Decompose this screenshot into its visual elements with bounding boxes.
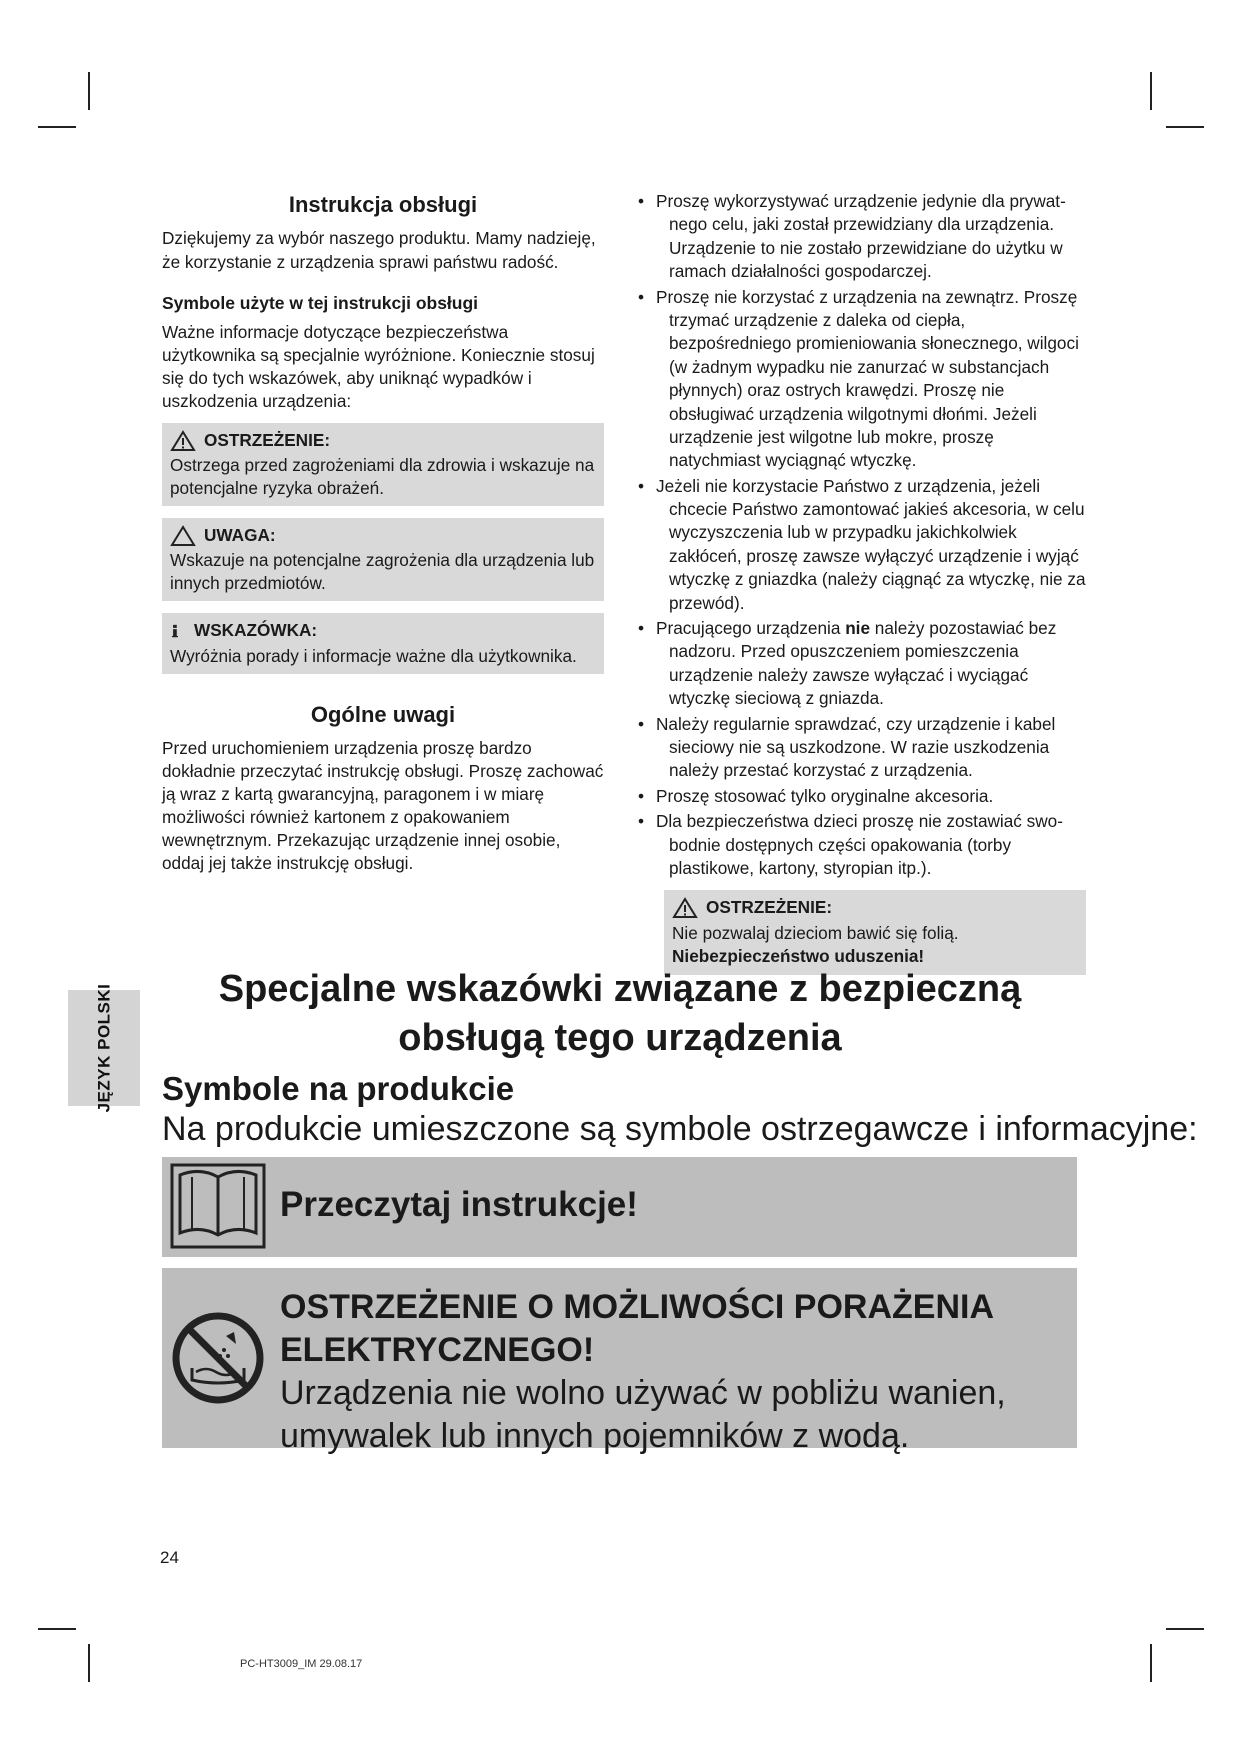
- list-item-rest: trzymać urządzenie z daleka od ciepła, bezpośredniego promieniowania słonecznego, wilgoci (w żadnym wypadku nie zanurzać w substancjach płynnych) oraz ostrych krawędzi. Proszę nie obsługiwać urządzenia wilgotnymi dłońmi. Jeżeli urządzenie jest wilgotne lub mokre, proszę natychmiast wyciągnąć wtyczkę.: [669, 309, 1079, 471]
- caution-box: [162, 518, 604, 601]
- list-item: [638, 785, 1086, 808]
- list-item: [638, 810, 1086, 880]
- bullet: •: [638, 713, 645, 734]
- list-item-line: [656, 617, 1086, 640]
- product-symbols-title: Symbole na produkcie: [162, 1070, 515, 1107]
- note-box-title: WSKAZÓWKA:: [194, 620, 318, 641]
- special-title-line: Specjalne wskazówki związane z bezpieczną: [218, 968, 1022, 1010]
- symbols-heading: Symbole użyte w tej instrukcji obsługi: [162, 292, 479, 313]
- info-icon: [170, 620, 186, 642]
- caution-box-title: UWAGA:: [204, 525, 276, 546]
- special-instructions-title: [162, 965, 1078, 1064]
- bullet: •: [638, 618, 645, 639]
- list-item-text: Pracującego urządzenia: [656, 618, 846, 639]
- right-column: [638, 190, 1086, 987]
- no-water-icon: [170, 1310, 266, 1406]
- child-warning-title: OSTRZEŻENIE:: [706, 897, 833, 918]
- left-column: [162, 190, 604, 885]
- list-item-rest: nego celu, jaki został przewidziany dla urządzenia. Urządzenie to nie zostało przewidziane do użytku w ramach działalności gospodarczej.: [669, 214, 1063, 282]
- language-tab-label: JĘZYK POLSKI: [94, 983, 113, 1113]
- list-item-line: Proszę wykorzystywać urządzenie jedynie dla prywat-: [656, 191, 1066, 211]
- warning-box: [162, 423, 604, 506]
- warning-triangle-icon: [170, 430, 196, 452]
- caution-box-text: Wskazuje na potencjalne zagrożenia dla urządzenia lub innych przedmiotów.: [170, 550, 595, 594]
- child-warning-emphasis: Niebezpieczeństwo uduszenia!: [672, 946, 925, 967]
- crop-mark: [88, 72, 90, 110]
- crop-mark: [38, 126, 76, 128]
- bullet: •: [638, 785, 645, 806]
- bullet: •: [638, 286, 645, 307]
- child-warning-box: [664, 890, 1086, 974]
- intro-text: Dziękujemy za wybór naszego produktu. Mamy nadzieję, że korzystanie z urządzenia sprawi państwu radość.: [162, 228, 596, 272]
- special-title-line: obsługą tego urządzenia: [398, 1017, 842, 1060]
- bullet: •: [638, 811, 645, 832]
- list-item-emphasis: nie: [845, 618, 871, 639]
- general-heading: Ogólne uwagi: [310, 701, 456, 727]
- crop-mark: [1166, 1628, 1204, 1630]
- list-item-line: Proszę stosować tylko oryginalne akcesoria.: [656, 785, 994, 806]
- language-tab: [68, 983, 140, 1113]
- general-text: Przed uruchomieniem urządzenia proszę bardzo dokładnie przeczytać instrukcję obsługi. Proszę zachować ją wraz z kartą gwarancyjną, paragonem i w miarę możliwości również kartonem z opakowaniem wewnętrznym. Przekazując urządzenie innej osobie, oddaj jej także instrukcję obsługi.: [162, 738, 604, 874]
- note-box: [162, 613, 604, 673]
- list-item-rest: chcecie Państwo zamontować jakieś akcesoria, w celu wyczyszczenia lub w przypadku jakichkolwiek zakłóceń, proszę zawsze wyłączyć urządzenie i wyjąć wtyczkę z gniazdka (należy ciągnąć za wtyczkę, nie za przewód).: [669, 499, 1086, 613]
- list-item-rest: nadzoru. Przed opuszczeniem pomieszczenia urządzenie należy zawsze wyłączać i wyciągać wtyczkę sieciową z gniazda.: [669, 641, 1029, 709]
- open-book-icon: [170, 1163, 266, 1249]
- list-item-line: Jeżeli nie korzystacie Państwo z urządzenia, jeżeli: [656, 475, 1041, 496]
- crop-mark: [1150, 72, 1152, 110]
- list-item-line: Proszę nie korzystać z urządzenia na zewnątrz. Proszę: [656, 286, 1078, 307]
- electric-shock-band: [162, 1268, 1077, 1455]
- list-item: [638, 190, 1086, 284]
- list-item-rest: bodnie dostępnych części opakowania (torby plastikowe, kartony, styropian itp.).: [669, 834, 1012, 878]
- bullet: •: [638, 475, 645, 496]
- caution-triangle-icon: [170, 525, 196, 547]
- list-item: [638, 713, 1086, 783]
- child-warning-text: [672, 922, 1080, 969]
- list-item: [638, 286, 1086, 473]
- list-item-text: należy pozostawiać bez: [870, 618, 1057, 639]
- warning-box-title: OSTRZEŻENIE:: [204, 430, 331, 451]
- electric-shock-title: OSTRZEŻENIE O MOŻLIWOŚCI PORAŻENIA ELEKTRYCZNEGO!: [280, 1288, 993, 1369]
- note-box-text: Wyróżnia porady i informacje ważne dla użytkownika.: [170, 645, 577, 666]
- safety-list: [638, 190, 1086, 880]
- electric-shock-text: Urządzenia nie wolno używać w pobliżu wanien, umywalek lub innych pojemników z wodą.: [280, 1374, 1006, 1455]
- crop-mark: [1166, 126, 1204, 128]
- symbols-text: Ważne informacje dotyczące bezpieczeństwa użytkownika są specjalnie wyróżnione. Koniecznie stosuj się do tych wskazówek, aby uniknąć wypadków i uszkodzenia urządzenia:: [162, 322, 595, 412]
- page-number: 24: [160, 1548, 179, 1567]
- read-instructions-band: [162, 1157, 1077, 1257]
- footer-code: PC-HT3009_IM 29.08.17: [240, 1658, 363, 1670]
- list-item-line: Należy regularnie sprawdzać, czy urządzenie i kabel: [656, 713, 1056, 734]
- warning-triangle-icon: [672, 897, 698, 919]
- manual-title: Instrukcja obsługi: [288, 192, 478, 217]
- list-item: [638, 617, 1086, 711]
- list-item: [638, 475, 1086, 615]
- bullet: •: [638, 191, 645, 211]
- child-warning-plain: Nie pozwalaj dzieciom bawić się folią.: [672, 922, 959, 943]
- warning-box-text: Ostrzega przed zagrożeniami dla zdrowia i wskazuje na potencjalne ryzyka obrażeń.: [170, 455, 595, 499]
- crop-mark: [88, 1644, 90, 1682]
- crop-mark: [38, 1628, 76, 1630]
- list-item-rest: sieciowy nie są uszkodzone. W razie uszkodzenia należy przestać korzystać z urządzenia.: [669, 736, 1050, 781]
- crop-mark: [1150, 1644, 1152, 1682]
- read-instructions-label: Przeczytaj instrukcje!: [280, 1185, 638, 1224]
- list-item-line: Dla bezpieczeństwa dzieci proszę nie zostawiać swo-: [656, 811, 1063, 832]
- product-symbols-desc: Na produkcie umieszczone są symbole ostrzegawcze i informacyjne:: [162, 1110, 1198, 1148]
